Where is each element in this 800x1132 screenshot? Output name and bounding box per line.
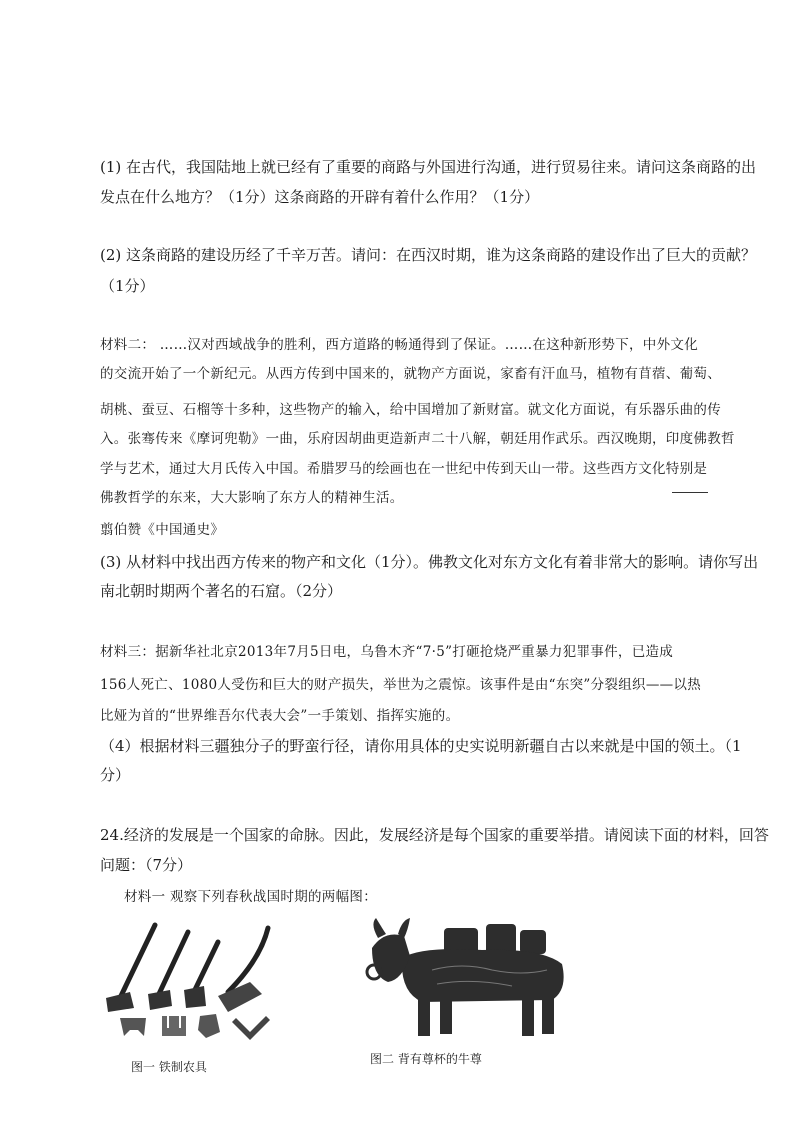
question-4-line-2: 分） bbox=[100, 766, 131, 784]
material-1-intro: 材料一 观察下列春秋战国时期的两幅图： bbox=[124, 889, 377, 905]
material-3-line: 156人死亡、1080人受伤和巨大的财产损失，举世为之震惊。该事件是由“东突”分裂组织——以热 bbox=[100, 677, 702, 693]
material-2-line: 入。张骞传来《摩诃兜勒》一曲，乐府因胡曲更造新声二十八解，朝廷用作武乐。西汉晚期，印度佛教哲 bbox=[100, 431, 735, 447]
iron-tools-figure bbox=[100, 920, 290, 1050]
material-2-line: 胡桃、蚕豆、石榴等十多种，这些物产的输入，给中国增加了新财富。就文化方面说，有乐器乐曲的传 bbox=[100, 402, 721, 418]
question-3-line-1: (3) 从材料中找出西方传来的物产和文化（1分）。佛教文化对东方文化有着非常大的影响。请你写出 bbox=[100, 553, 759, 571]
material-2-source: 翦伯赞《中国通史》 bbox=[100, 522, 225, 538]
material-2-line: 学与艺术，通过大月氏传入中国。希腊罗马的绘画也在一世纪中传到天山一带。这些西方文化特别是 bbox=[100, 461, 708, 477]
question-1-line-1: (1) 在古代，我国陆地上就已经有了重要的商路与外国进行沟通，进行贸易往来。请问这条商路的出 bbox=[100, 158, 757, 176]
ox-zun-figure bbox=[362, 910, 582, 1045]
material-2-line: 的交流开始了一个新纪元。从西方传到中国来的，就物产方面说，家畜有汗血马，植物有苜蓿、葡萄、 bbox=[100, 366, 721, 382]
material-2-line: 材料二： ……汉对西域战争的胜利，西方道路的畅通得到了保证。……在这种新形势下，中外文化 bbox=[100, 337, 698, 353]
question-4-line-1: （4）根据材料三疆独分子的野蛮行径，请你用具体的史实说明新疆自古以来就是中国的领土。（1 bbox=[100, 737, 742, 755]
material-3-line: 比娅为首的“世界维吾尔代表大会”一手策划、指挥实施的。 bbox=[100, 708, 460, 724]
question-2-line-1: (2) 这条商路的建设历经了千辛万苦。请问：在西汉时期，谁为这条商路的建设作出了巨大的贡献？ bbox=[100, 246, 757, 264]
figure-2-caption: 图二 背有尊杯的牛尊 bbox=[370, 1052, 482, 1066]
source-dash bbox=[672, 492, 708, 493]
material-2-line: 佛教哲学的东来，大大影响了东方人的精神生活。 bbox=[100, 490, 404, 506]
question-2-line-2: （1分） bbox=[100, 277, 155, 295]
question-1-line-2: 发点在什么地方？（1分）这条商路的开辟有着什么作用？（1分） bbox=[100, 188, 540, 206]
question-24-line-2: 问题：（7分） bbox=[100, 856, 193, 874]
question-24-line-1: 24.经济的发展是一个国家的命脉。因此，发展经济是每个国家的重要举措。请阅读下面的材料，回答 bbox=[100, 826, 769, 844]
question-3-line-2: 南北朝时期两个著名的石窟。（2分） bbox=[100, 582, 343, 600]
material-3-line: 材料三：据新华社北京2013年7月5日电，乌鲁木齐“7·5”打砸抢烧严重暴力犯罪事件，已造成 bbox=[100, 644, 674, 660]
figure-1-caption: 图一 铁制农具 bbox=[131, 1060, 207, 1074]
